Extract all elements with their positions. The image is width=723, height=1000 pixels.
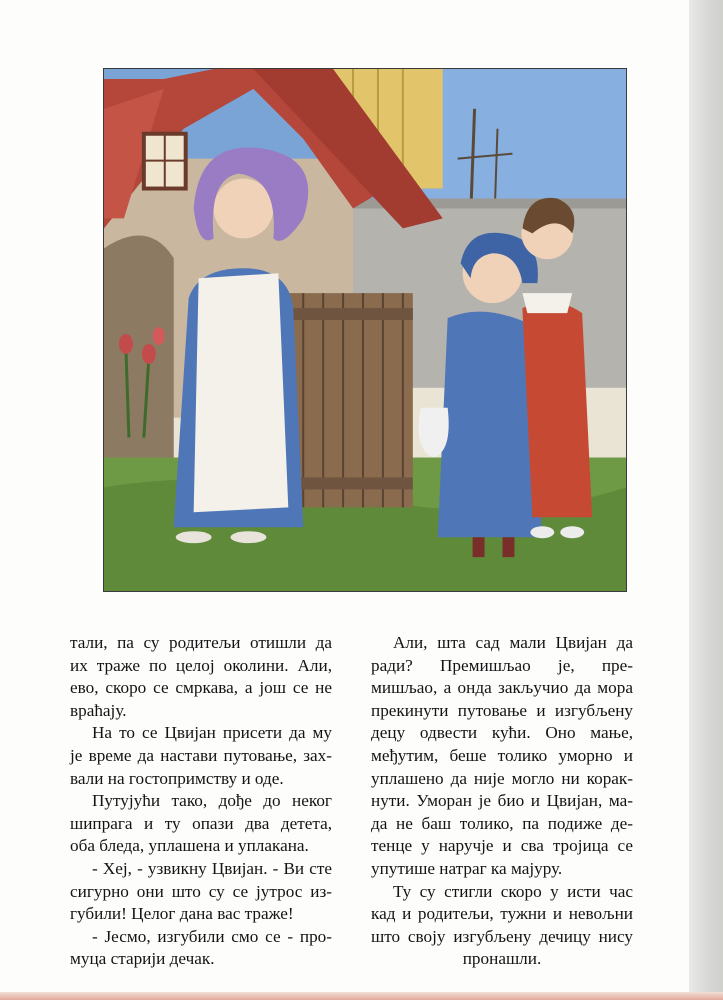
text-line: Ту су стигли скоро у исти час <box>393 881 633 901</box>
illustration-drawing <box>104 69 626 591</box>
text-line: сигурно они што су се јутрос из- <box>70 881 332 901</box>
text-line: тенце у наручје и сва тројица се <box>371 836 633 856</box>
text-line: шипрага и ту опази два детета, <box>70 813 332 833</box>
text-line: упутише натраг ка мајуру. <box>371 858 563 878</box>
text-line: је време да настави путовање, зах- <box>70 745 332 765</box>
text-line: их траже по целој околини. Али, <box>70 655 332 675</box>
text-line: тали, па су родитељи отишли да <box>70 633 332 652</box>
text-line: кад и родитељи, тужни и невољни <box>371 904 633 924</box>
text-line: Али, шта сад мали Цвијан да <box>393 633 633 652</box>
text-line: Путујући тако, дође до неког <box>92 791 332 811</box>
woman-figure <box>174 147 308 543</box>
text-line: На то се Цвијан присети да му <box>92 723 332 743</box>
page-bottom-edge <box>0 992 723 1000</box>
text-line: муца старији дечак. <box>70 949 215 969</box>
text-line: враћају. <box>70 700 127 720</box>
text-line: да не баш толико, па подиже де- <box>371 813 633 833</box>
text-column-right <box>371 632 633 971</box>
text-line: губили! Целог дана вас траже! <box>70 904 294 924</box>
doorway <box>104 236 174 458</box>
story-illustration <box>103 68 627 592</box>
text-line: оба бледа, уплашена и уплакана. <box>70 836 309 856</box>
text-line: децу одвести кући. Оно мање, <box>371 723 633 743</box>
text-line: нути. Уморан је био и Цвијан, ма- <box>371 791 633 811</box>
text-line: што своју изгубљену дечицу нису <box>371 926 633 946</box>
text-line: прекинути путовање и изгубљену <box>371 700 633 720</box>
page-edge <box>689 0 723 1000</box>
text-line: међутим, беше толико уморно и <box>371 745 633 765</box>
text-line: - Јесмо, изгубили смо се - про- <box>92 926 332 946</box>
text-line: вали на гостопримству и оде. <box>70 768 284 788</box>
text-line: - Хеј, - узвикну Цвијан. - Ви сте <box>92 858 332 878</box>
text-line: ево, скоро се смркава, а још се не <box>70 678 332 698</box>
text-line: уплашено да није могло ни корак- <box>371 768 633 788</box>
text-line: пронашли. <box>462 949 542 969</box>
text-column-left <box>70 632 332 971</box>
text-line: мишљао, а онда закључио да мора <box>371 678 633 698</box>
text-line: ради? Премишљао је, пре- <box>371 655 633 675</box>
